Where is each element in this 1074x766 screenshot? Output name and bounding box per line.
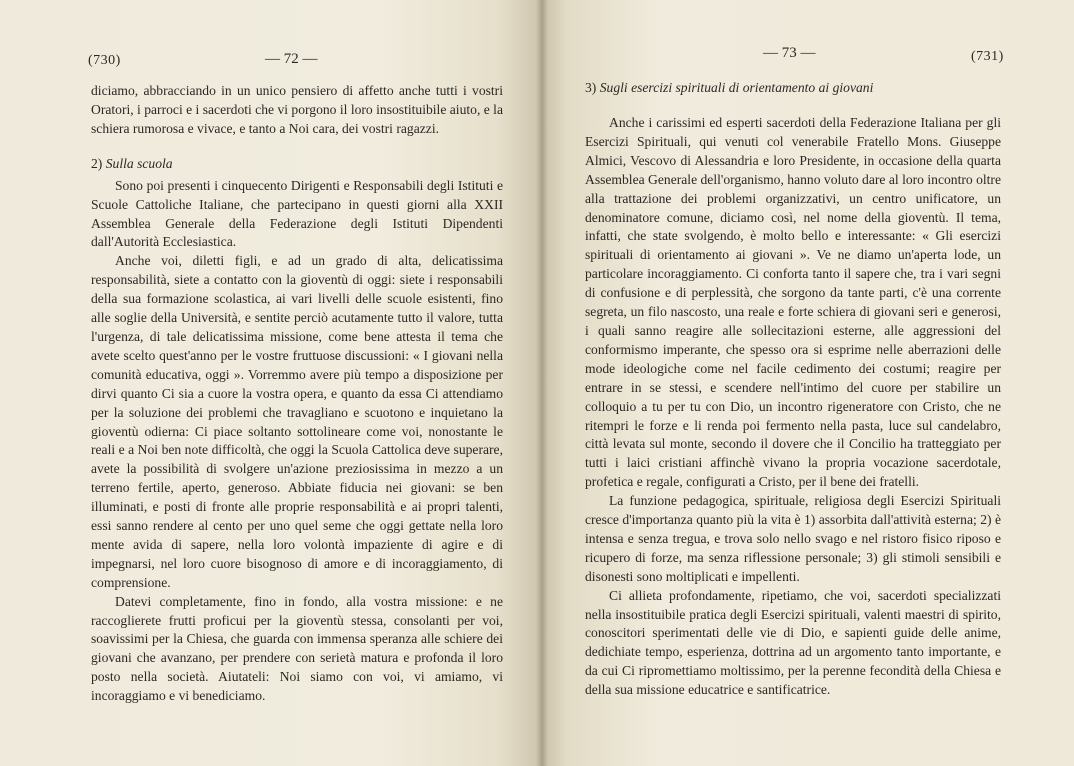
paragraph: Anche voi, diletti figli, e ad un grado di alta, delicatissima responsabilità, siete a contatto con la gioventù di oggi: siete i responsabili della sua formazione scolastica, ai vari livelli delle scuole esistenti, fino alle soglie della Università, e sentite perciò acutamente tutto il valore, tutta l'urgenza, di tale delicatissima missione, come bene attesta il tema che avete scelto quest'anno per le vostre fruttuose discussioni: « I giovani nella comunità educativa, oggi ». Vorremmo avere più tempo a disposizione per dirvi quanto Ci sia a cuore la vostra opera, e quanto da essa Ci attendiamo per la soluzione dei problemi che travagliano e scuotono e inquietano la gioventù odierna: Ci piace soltanto sottolineare come voi, nonostante le reali e a Noi ben note difficoltà, che oggi la Scuola Cattolica deve superare, avete la possibilità di svolgere un'azione preziosissima in mezzo a un terreno fertile, aperto, generoso. Abbiate fiducia nei giovani: se ben illuminati, e posti di fronte alle proprie responsabilità e ai propri talenti, essi sanno rendere al cento per uno quel seme che oggi gettate nella loro mente avida di sapere, nella loro volontà impaziente di agire e di impegnarsi, nel loro cuore bisognoso di amore e di incoraggiamento, di comprensione. (91, 253, 503, 590)
page-number-right: — 73 — (763, 45, 816, 61)
book-gutter (536, 0, 548, 766)
page-reference-left: (730) (88, 53, 121, 68)
section-heading-esercizi (585, 78, 1001, 97)
page-number-left: — 72 — (265, 51, 318, 67)
paragraph: Sono poi presenti i cinquecento Dirigenti e Responsabili degli Istituti e Scuole Cattoliche Italiane, che partecipano in questi giorni alla XXII Assemblea Generale della Federazione degli Istituti Dipendenti dall'Autorità Ecclesiastica. (91, 177, 503, 250)
section-number: 3) (585, 80, 597, 95)
right-body (585, 78, 1001, 700)
paragraph: Datevi completamente, fino in fondo, alla vostra missione: e ne raccoglierete frutti proficui per la gioventù stessa, consolanti per voi, soavissimi per la Chiesa, che guarda con immensa speranza alle schiere dei giovani che avanzano, per prendere con serietà matura e profonda il loro posto nella società. Aiutateli: Noi siamo con voi, vi amiamo, vi incoraggiamo e vi benediciamo. (91, 593, 503, 704)
section-heading-scuola (91, 154, 503, 173)
paragraph: Ci allieta profondamente, ripetiamo, che voi, sacerdoti specializzati nella insostituibile pratica degli Esercizi spirituali, valenti maestri di spirito, conoscitori sperimentati delle vie di Dio, e sapienti guide delle anime, dedichiate tempo, esperienza, dottrina ad un argomento tanto importante, e da cui Ci ripromettiamo moltissimo, per la perenne fecondità della Chiesa e della sua missione educatrice e santificatrice. (585, 587, 1001, 698)
left-body (91, 82, 503, 706)
paragraph: Anche i carissimi ed esperti sacerdoti della Federazione Italiana per gli Esercizi Spirituali, qui venuti col venerabile Fratello Mons. Giuseppe Almici, Vescovo di Alessandria e loro Presidente, in occasione della quarta Assemblea Generale dell'organismo, hanno voluto dare al loro incontro oltre alla trattazione dei problemi organizzativi, un centro unificatore, un denominatore comune, diciamo così, nel nome della gioventù. Il tema, infatti, che state svolgendo, è molto bello e interessante: « Gli esercizi spirituali di orientamento ai giovani ». Ve ne diamo un'aperta lode, un particolare incoraggiamento. Ci conforta tanto il sapere che, tra i vari segni di confusione e di perplessità, che sorgono da tante parti, c'è una corrente segreta, un filo nascosto, una reale e forte schiera di giovani seri e generosi, i quali sanno reagire alle sollecitazioni esterne, alle aggressioni del conformismo imperante, che spesso ora si esprime nelle aberrazioni delle mode ideologiche come nel facile cedimento dei costumi; reagire per entrare in se stessi, e scendere nell'intimo del cuore per stabilire un colloquio a tu per tu con Dio, un incontro rigeneratore con Cristo, che ne ritempri le forze e li renda poi fermento nella pasta, luce sul candelabro, città levata sul monte, secondo il dovere che il Concilio ha tratteggiato per tutti i laici cristiani affinchè vivano la propria vocazione sacerdotale, profetica e regale, configurati a Cristo, per il bene dei fratelli. (585, 115, 1001, 490)
section-number: 2) (91, 155, 103, 171)
section-title: Sulla scuola (105, 155, 173, 171)
page-reference-right: (731) (971, 49, 1004, 64)
paragraph: La funzione pedagogica, spirituale, religiosa degli Esercizi Spirituali cresce d'importanza quanto più la vita è 1) assorbita dall'attività esterna; 2) è intensa e senza tregua, e trova solo nello svago e nel ristoro fisico riposo e ricupero di forze, ma senza riflessione personale; 3) gli stimoli sensibili e disonesti sono moltiplicati e impellenti. (585, 493, 1001, 584)
continued-paragraph: diciamo, abbracciando in un unico pensiero di affetto anche tutti i vostri Oratori, i parroci e i sacerdoti che vi porgono il loro insostituibile aiuto, e la schiera rumorosa e vivace, e tanto a Noi cara, dei vostri ragazzi. (91, 83, 503, 136)
right-page (541, 0, 1074, 766)
section-title: Sugli esercizi spirituali di orientamento ai giovani (599, 80, 874, 95)
